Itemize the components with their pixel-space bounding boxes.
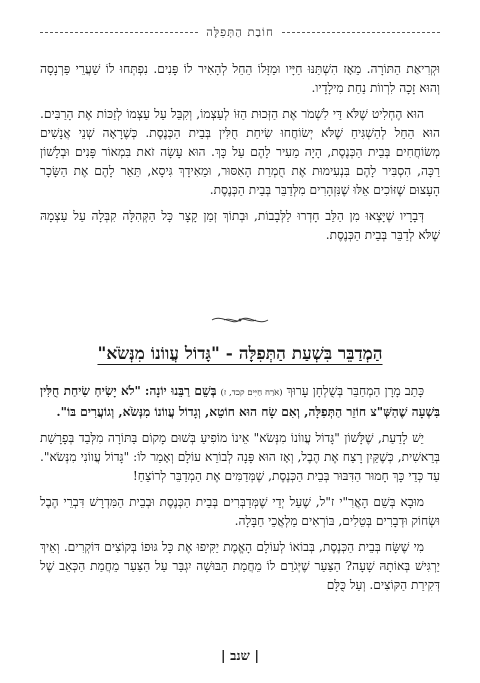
paragraph-quote-intro [40,382,440,422]
section-divider-ornament [0,313,480,327]
flourish-icon [210,313,270,327]
body-text-top [40,60,440,252]
page-number: | שנב | [220,649,260,664]
section-title: הַמְדַבֵּר בִּשְׁעַת הַתְּפִלָּה - "גָּדוֹל עֲווֹנוֹ מִנְּשֹׂא" [97,344,383,364]
paragraph-continuation: וּקְרִיאַת הַתּוֹרָה. מֵאָז הִשְׁתַּנּוּ חַיָּיו וּמַזָּלוֹ הֵחֵל לְהָאִיר לוֹ פָּנִים. נִפְתְּחוּ לוֹ שַׁעֲרֵי פַּרְנָסָה וְהוּא זָכָה לִרְווֹת נַחַת מִילָדָיו. [40,62,440,95]
paragraph: מוּבָא בְּשֵׁם הָאֲרִ"י ז"ל, שֶׁעַל יְדֵי שֶׁמְּדַבְּרִים בְּבֵית הַכְּנֶסֶת וּבְבֵית הַמִּדְרָשׁ דִּבְרֵי הֶבֶל וּשְׂחוֹק וּדְבָרִים בְּטֵלִים, בּוֹרְאִים מַלְאֲכֵי חַבָּלָה. [40,495,440,528]
running-head [40,24,440,40]
running-head-title: חוֹבַת הַתְּפִלָּה [206,25,274,39]
paragraph: מִי שֶׁשָּׂח בְּבֵית הַכְּנֶסֶת, בְּבוֹאוֹ לְעוֹלָם הָאֱמֶת יַקִּיפוּ אֶת כָּל גּוּפוֹ בְּקוֹצִים דּוֹקְרִים. וְאֵיךְ יַרְגִּישׁ בְּאוֹתָהּ שָׁעָה? הַצַּעַר שֶׁיְּגֹרַם לוֹ מֵחֲמַת הַבּוּשָׁה יִגְבַּר עַל הַצַּעַר מֵחֲמַת הַכְּאֵב שֶׁל דְּקִירַת הַקּוֹצִים. וְעַל כֻּלָּם [40,540,440,592]
quote-intro-text: כָּתַב מָרָן הַמְחַבֵּר בְּשֻׁלְחָן עָרוּךְ [286,384,425,398]
body-text-bottom [40,382,440,602]
running-head-rule-left [40,32,198,33]
paragraph: הוּא הֶחְלִיט שֶׁלֹּא דַּי לִשְׁמֹר אֶת הַזְּכוּת הַזּוֹ לְעַצְמוֹ, וְקִבֵּל עַל עַצְמוֹ לְזַכּוֹת אֶת הָרַבִּים. הוּא הֵחֵל לְהַשְׁגִּיחַ שֶׁלֹּא יְשׂוֹחֲחוּ שִׂיחַת חֻלִּין בְּבֵית הַכְּנֶסֶת. כְּשֶׁרָאָה שְׁנֵי אֲנָשִׁים מְשׂוֹחֲחִים בְּבֵית הַכְּנֶסֶת, הָיָה מֵעִיר לָהֶם עַל כָּךְ. הוּא עָשָׂה זֹאת בִּמְאוֹר פָּנִים וּבְלָשׁוֹן רַכָּה, הִסְבִּיר לָהֶם בִּנְעִימוּת אֶת חֻמְרַת הָאִסּוּר, וּמֵאִידָךְ גִּיסָא, תֵּאֵר לָהֶם אֶת הַשָּׂכָר הָעָצוּם שֶׁזּוֹכִים אֵלּוּ שֶׁנִּזְהָרִים מִלְּדַבֵּר בְּבֵית הַכְּנֶסֶת. [40,107,440,197]
quote-text: "לֹא יָשִׂיחַ שִׂיחַת חֻלִּין בִּשְׁעָה שֶׁהַשְּׁ"צ חוֹזֵר הַתְּפִלָּה, וְאִם שָׂח הוּא חוֹטֵא, וְגָדוֹל עֲווֹנוֹ מִנְּשֹׂא, וְגוֹעֲרִים בּוֹ". [40,384,440,419]
quote-attribution: בְּשֵׁם רַבֵּנוּ יוֹנָה: [144,384,217,398]
running-head-rule-right [282,32,440,33]
paragraph: דְּבָרָיו שֶׁיָּצְאוּ מִן הַלֵּב חָדְרוּ לַלְּבָבוֹת, וּבְתוֹךְ זְמַן קָצָר כָּל הַקְּהִלָּה קִבְּלָה עַל עַצְמָהּ שֶׁלֹּא לְדַבֵּר בְּבֵית הַכְּנֶסֶת. [40,209,440,242]
paragraph: יֵשׁ לָדַעַת, שֶׁלָּשׁוֹן "גָּדוֹל עֲווֹנוֹ מִנְּשֹׂא" אֵינוֹ מוֹפִיעַ בְּשׁוּם מָקוֹם בַּתּוֹרָה מִלְּבַד בְּפָרָשַׁת בְּרֵאשִׁית, כְּשֶׁקַּיִן רָצַח אֶת הֶבֶל, וְאָז הוּא פָּנָה לְבוֹרֵא עוֹלָם וְאָמַר לוֹ: "גָּדוֹל עֲווֹנִי מִנְּשֹׂא". עַד כְּדֵי כָּךְ חָמוּר הַדִּבּוּר בְּבֵית הַכְּנֶסֶת, שֶׁמְּדַמִּים אֶת הַמְדַבֵּר לְרוֹצֵחַ! [40,431,440,483]
source-reference: (אֹרַח חַיִּים קכד, ז) [220,388,283,398]
